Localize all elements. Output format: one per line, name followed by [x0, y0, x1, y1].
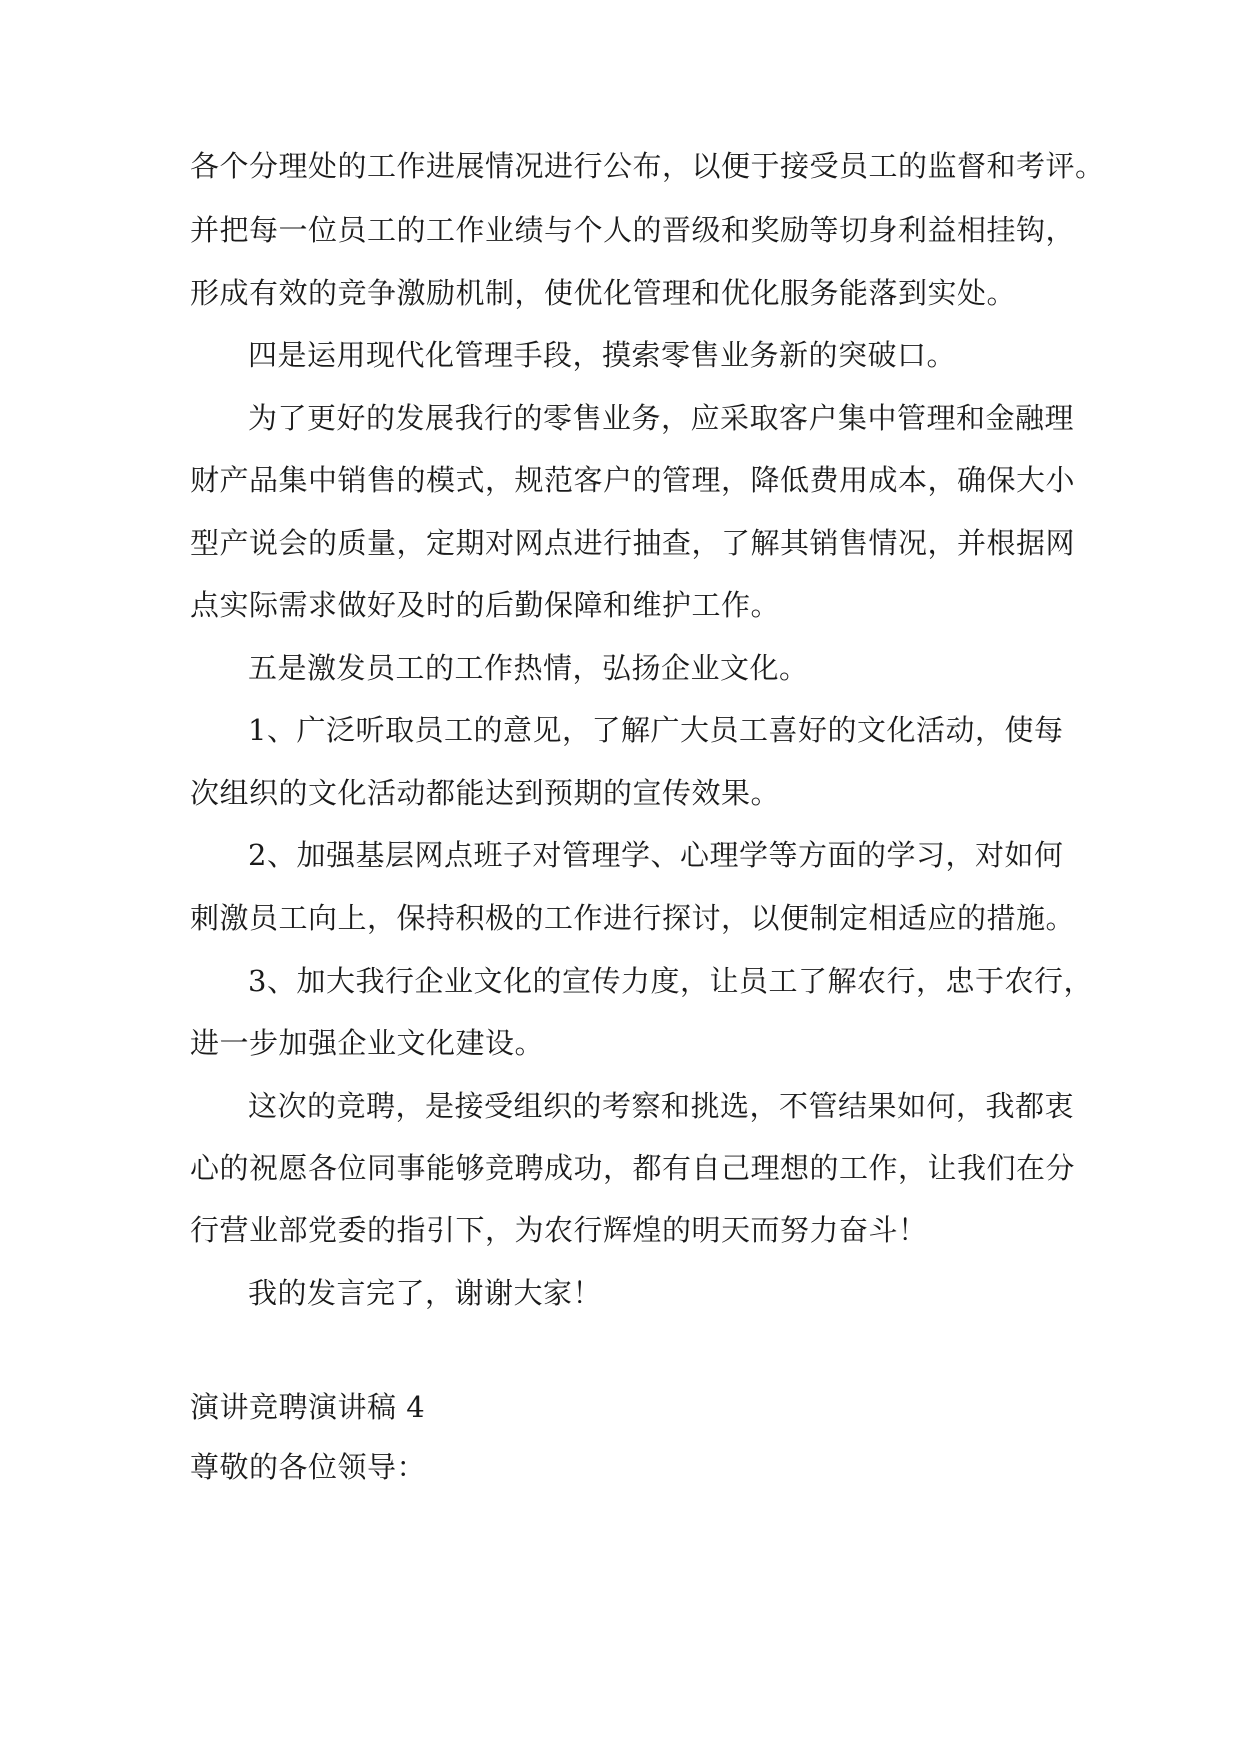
text-line: 刺激员工向上，保持积极的工作进行探讨，以便制定相适应的措施。 — [190, 901, 1076, 935]
salutation: 尊敬的各位领导： — [190, 1450, 427, 1484]
list-item: 3、加大我行企业文化的宣传力度，让员工了解农行，忠于农行， — [248, 964, 1093, 998]
section-title: 演讲竞聘演讲稿 4 — [190, 1390, 426, 1424]
text-line: 各个分理处的工作进展情况进行公布，以便于接受员工的监督和考评。 — [190, 149, 1105, 183]
paragraph-heading: 五是激发员工的工作热情，弘扬企业文化。 — [248, 651, 809, 685]
text-line: 形成有效的竞争激励机制，使优化管理和优化服务能落到实处。 — [190, 276, 1017, 310]
text-line: 为了更好的发展我行的零售业务，应采取客户集中管理和金融理 — [248, 401, 1075, 435]
text-line: 心的祝愿各位同事能够竞聘成功，都有自己理想的工作，让我们在分 — [190, 1151, 1076, 1185]
text-line: 次组织的文化活动都能达到预期的宣传效果。 — [190, 776, 781, 810]
list-item: 2、加强基层网点班子对管理学、心理学等方面的学习，对如何 — [248, 838, 1064, 872]
text-line: 行营业部党委的指引下，为农行辉煌的明天而努力奋斗！ — [190, 1213, 928, 1247]
text-line: 型产说会的质量，定期对网点进行抽查，了解其销售情况，并根据网 — [190, 526, 1076, 560]
text-line: 点实际需求做好及时的后勤保障和维护工作。 — [190, 588, 781, 622]
paragraph-heading: 四是运用现代化管理手段，摸索零售业务新的突破口。 — [248, 338, 957, 372]
text-line: 财产品集中销售的模式，规范客户的管理，降低费用成本，确保大小 — [190, 463, 1076, 497]
list-item: 1、广泛听取员工的意见，了解广大员工喜好的文化活动，使每 — [248, 713, 1064, 747]
text-line: 这次的竞聘，是接受组织的考察和挑选，不管结果如何，我都衷 — [248, 1089, 1075, 1123]
text-line: 并把每一位员工的工作业绩与个人的晋级和奖励等切身利益相挂钩， — [190, 213, 1076, 247]
closing-line: 我的发言完了，谢谢大家！ — [248, 1276, 603, 1310]
text-line: 进一步加强企业文化建设。 — [190, 1026, 545, 1060]
